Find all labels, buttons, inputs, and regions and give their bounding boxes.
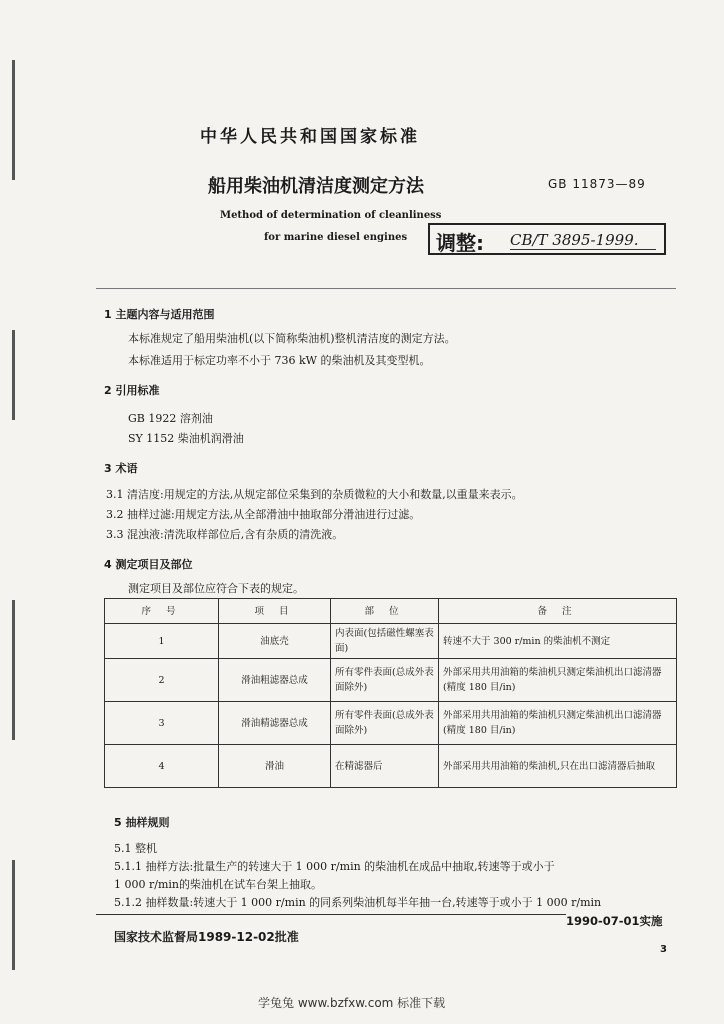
- table-header-row: [105, 599, 677, 624]
- reference-gb1922: GB 1922 溶剂油: [128, 412, 213, 425]
- scan-edge-mark: [12, 860, 15, 970]
- table-cell: 滑油精滤器总成: [219, 702, 331, 745]
- table-cell: 4: [105, 745, 219, 788]
- reference-sy1152: SY 1152 柴油机润滑油: [128, 432, 244, 445]
- table-row: [105, 745, 677, 788]
- measurement-items-table: [104, 598, 677, 788]
- section-1-para1: 本标准规定了船用柴油机(以下简称柴油机)整机清洁度的测定方法。: [128, 332, 456, 345]
- section-2-heading: 2 引用标准: [104, 384, 160, 397]
- section-4-intro: 测定项目及部位应符合下表的规定。: [128, 582, 304, 595]
- scan-edge-mark: [12, 330, 15, 420]
- table-row: [105, 702, 677, 745]
- table-header-cell: 部 位: [331, 599, 439, 624]
- table-cell: 3: [105, 702, 219, 745]
- section-5-1-2-line1: 5.1.2 抽样数量:转速大于 1 000 r/min 的同系列柴油机每半年抽一台,转速等于或小于 1 000 r/min: [114, 896, 602, 909]
- section-5-heading: 5 抽样规则: [114, 816, 170, 829]
- table-header-cell: 项 目: [219, 599, 331, 624]
- term-3-1: 3.1 清洁度:用规定的方法,从规定部位采集到的杂质微粒的大小和数量,以重量来表示。: [106, 488, 523, 501]
- table-cell: 在精滤器后: [331, 745, 439, 788]
- table-cell: 内表面(包括磁性螺塞表面): [331, 624, 439, 659]
- table-row: [105, 624, 677, 659]
- section-1-para2: 本标准适用于标定功率不小于 736 kW 的柴油机及其变型机。: [128, 354, 431, 367]
- approval-line: 国家技术监督局1989-12-02批准: [114, 930, 299, 944]
- adjustment-stamp: [428, 223, 666, 255]
- table-cell: 外部采用共用油箱的柴油机只测定柴油机出口滤清器(精度 180 目/in): [439, 659, 677, 702]
- footer-divider: [96, 914, 566, 915]
- term-3-3: 3.3 混浊液:清洗取样部位后,含有杂质的清洗液。: [106, 528, 344, 541]
- section-5-1-1-line1: 5.1.1 抽样方法:批量生产的转速大于 1 000 r/min 的柴油机在成品中抽取,转速等于或小于: [114, 860, 555, 873]
- table-cell: 所有零件表面(总成外表面除外): [331, 702, 439, 745]
- table-cell: 2: [105, 659, 219, 702]
- section-3-heading: 3 术语: [104, 462, 138, 475]
- table-cell: 滑油: [219, 745, 331, 788]
- english-title-line2: for marine diesel engines: [264, 232, 408, 243]
- table-header-cell: 序 号: [105, 599, 219, 624]
- table-cell: 外部采用共用油箱的柴油机只测定柴油机出口滤清器(精度 180 目/in): [439, 702, 677, 745]
- section-1-heading: 1 主题内容与适用范围: [104, 308, 215, 321]
- implementation-date: 1990-07-01实施: [566, 914, 663, 928]
- table-cell: 外部采用共用油箱的柴油机,只在出口滤清器后抽取: [439, 745, 677, 788]
- term-3-2: 3.2 抽样过滤:用规定方法,从全部滑油中抽取部分滑油进行过滤。: [106, 508, 421, 521]
- stamp-value: CB/T 3895-1999.: [510, 231, 656, 250]
- table-cell: 所有零件表面(总成外表面除外): [331, 659, 439, 702]
- table-row: [105, 659, 677, 702]
- table-cell: 滑油粗滤器总成: [219, 659, 331, 702]
- scan-edge-mark: [12, 60, 15, 180]
- document-title: 船用柴油机清洁度测定方法: [208, 176, 424, 197]
- site-watermark: 学兔兔 www.bzfxw.com 标准下载: [258, 996, 446, 1010]
- standard-code: GB 11873—89: [548, 177, 646, 191]
- section-5-1-heading: 5.1 整机: [114, 842, 157, 855]
- table-cell: 1: [105, 624, 219, 659]
- scan-edge-mark: [12, 600, 15, 740]
- section-5-1-1-line2: 1 000 r/min的柴油机在试车台架上抽取。: [114, 878, 322, 891]
- stamp-label: 调整:: [436, 231, 484, 255]
- table-cell: 油底壳: [219, 624, 331, 659]
- page-number: 3: [660, 944, 667, 955]
- table-cell: 转速不大于 300 r/min 的柴油机不测定: [439, 624, 677, 659]
- table-header-cell: 备 注: [439, 599, 677, 624]
- english-title-line1: Method of determination of cleanliness: [220, 210, 442, 221]
- header-divider: [96, 288, 676, 289]
- section-4-heading: 4 测定项目及部位: [104, 558, 193, 571]
- national-standard-header: 中华人民共和国国家标准: [200, 127, 420, 147]
